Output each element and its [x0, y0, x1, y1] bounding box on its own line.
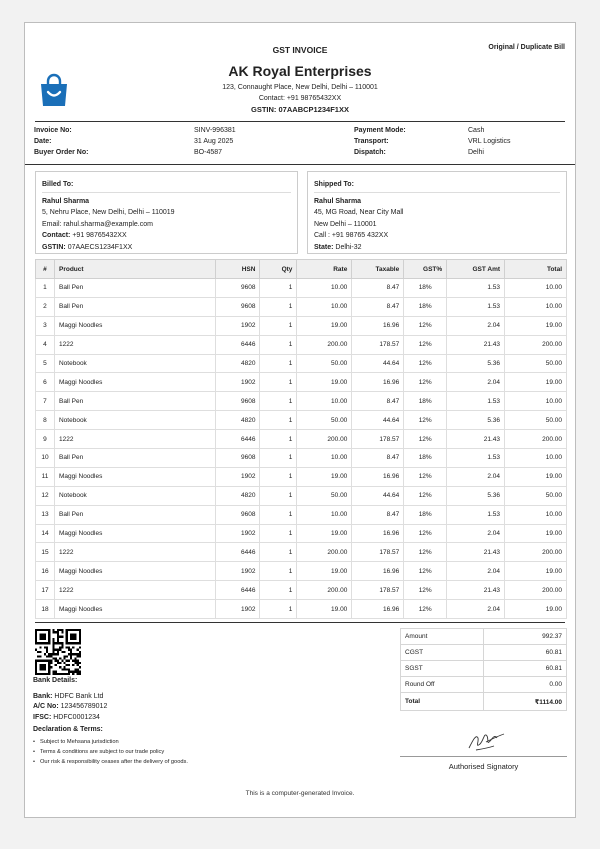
- shipped-to-line1: 45, MG Road, Near City Mall: [314, 209, 404, 216]
- table-cell: 1902: [215, 600, 260, 619]
- totals-label: Round Off: [401, 677, 484, 693]
- table-cell: 6446: [215, 335, 260, 354]
- table-cell: 2.04: [447, 600, 505, 619]
- table-cell: 10: [36, 449, 55, 468]
- table-row: [36, 467, 567, 486]
- ifsc-label: IFSC:: [33, 713, 52, 721]
- table-header-row: [36, 260, 567, 279]
- table-cell: 1: [260, 430, 297, 449]
- table-cell: 1902: [215, 316, 260, 335]
- table-cell: 19.00: [297, 600, 352, 619]
- ifsc-code: HDFC0001234: [53, 713, 100, 721]
- table-cell: 16.96: [352, 373, 404, 392]
- table-cell: 10.00: [297, 392, 352, 411]
- table-cell: 5.36: [447, 411, 505, 430]
- table-cell: 3: [36, 316, 55, 335]
- table-cell: 1: [260, 392, 297, 411]
- table-cell: 18%: [404, 505, 447, 524]
- table-cell: 4820: [215, 486, 260, 505]
- table-cell: 9608: [215, 297, 260, 316]
- table-cell: 10.00: [297, 449, 352, 468]
- table-cell: 1.53: [447, 279, 505, 298]
- table-cell: 15: [36, 543, 55, 562]
- table-cell: 5.36: [447, 486, 505, 505]
- table-cell: 10.00: [505, 449, 567, 468]
- table-cell: 12%: [404, 316, 447, 335]
- table-cell: 17: [36, 581, 55, 600]
- billed-to-box: [35, 171, 298, 254]
- transport: VRL Logistics: [468, 138, 511, 145]
- table-cell: 16.96: [352, 316, 404, 335]
- table-cell: 12%: [404, 467, 447, 486]
- table-cell: 19.00: [505, 562, 567, 581]
- table-cell: 5: [36, 354, 55, 373]
- invoice-page: [24, 22, 576, 818]
- table-cell: 50.00: [505, 411, 567, 430]
- table-cell: Ball Pen: [54, 505, 215, 524]
- table-cell: 19.00: [505, 373, 567, 392]
- table-cell: 9: [36, 430, 55, 449]
- table-cell: 50.00: [505, 354, 567, 373]
- table-cell: 21.43: [447, 543, 505, 562]
- table-cell: 12%: [404, 354, 447, 373]
- column-header: Taxable: [352, 260, 404, 279]
- table-row: [36, 581, 567, 600]
- billed-to-gstin-label: GSTIN:: [42, 243, 66, 251]
- table-cell: 19.00: [297, 562, 352, 581]
- transport-label: Transport:: [354, 138, 389, 145]
- table-cell: 16: [36, 562, 55, 581]
- table-cell: 200.00: [505, 581, 567, 600]
- billed-to-email: Email: rahul.sharma@example.com: [42, 220, 153, 228]
- table-row: [36, 373, 567, 392]
- payment-mode: Cash: [468, 127, 485, 134]
- table-cell: 12%: [404, 524, 447, 543]
- table-cell: 1: [260, 562, 297, 581]
- billed-to-name: Rahul Sharma: [42, 197, 90, 205]
- table-row: [36, 486, 567, 505]
- table-cell: 4: [36, 335, 55, 354]
- table-cell: 11: [36, 467, 55, 486]
- table-cell: 4820: [215, 354, 260, 373]
- table-cell: Maggi Noodles: [54, 600, 215, 619]
- table-cell: 9608: [215, 505, 260, 524]
- table-row: [36, 354, 567, 373]
- table-cell: 1: [260, 524, 297, 543]
- declaration-item: • Our risk & responsibility ceases after the delivery of goods.: [33, 757, 188, 767]
- table-row: [36, 411, 567, 430]
- table-cell: 1902: [215, 467, 260, 486]
- table-cell: 12%: [404, 562, 447, 581]
- table-cell: 44.64: [352, 354, 404, 373]
- shipped-to-state: Delhi-32: [335, 243, 362, 251]
- invoice-meta: [25, 127, 575, 160]
- table-cell: Ball Pen: [54, 449, 215, 468]
- table-cell: 1: [36, 279, 55, 298]
- table-cell: 12%: [404, 373, 447, 392]
- declaration-heading: Declaration & Terms:: [33, 726, 103, 733]
- table-cell: 18%: [404, 392, 447, 411]
- table-cell: 1.53: [447, 297, 505, 316]
- table-cell: Ball Pen: [54, 279, 215, 298]
- table-cell: 1: [260, 486, 297, 505]
- declaration-item: • Terms & conditions are subject to our trade policy: [33, 747, 188, 757]
- column-header: HSN: [215, 260, 260, 279]
- items-table: [35, 259, 567, 619]
- table-cell: 16.96: [352, 467, 404, 486]
- table-cell: 2.04: [447, 467, 505, 486]
- table-cell: 50.00: [297, 486, 352, 505]
- table-cell: 44.64: [352, 411, 404, 430]
- table-cell: 19.00: [505, 467, 567, 486]
- table-cell: 200.00: [297, 430, 352, 449]
- table-row: [36, 449, 567, 468]
- totals-row: [401, 677, 567, 693]
- table-cell: 14: [36, 524, 55, 543]
- table-cell: 1: [260, 316, 297, 335]
- invoice-date: 31 Aug 2025: [194, 138, 234, 145]
- table-row: [36, 392, 567, 411]
- table-cell: 21.43: [447, 581, 505, 600]
- table-cell: Maggi Noodles: [54, 373, 215, 392]
- table-cell: 50.00: [505, 486, 567, 505]
- totals-label: SGST: [401, 661, 484, 677]
- table-cell: 7: [36, 392, 55, 411]
- account-number: 123456789012: [60, 703, 108, 710]
- table-cell: 21.43: [447, 430, 505, 449]
- table-cell: 18%: [404, 449, 447, 468]
- table-cell: 8.47: [352, 392, 404, 411]
- table-cell: 12%: [404, 543, 447, 562]
- table-cell: 12%: [404, 335, 447, 354]
- table-cell: 10.00: [505, 297, 567, 316]
- divider: [35, 622, 565, 623]
- document-title: GST INVOICE: [272, 45, 328, 55]
- table-cell: 6446: [215, 543, 260, 562]
- table-cell: 10.00: [297, 279, 352, 298]
- table-cell: 1.53: [447, 505, 505, 524]
- table-cell: 19.00: [297, 316, 352, 335]
- table-cell: 10.00: [505, 392, 567, 411]
- table-cell: 2.04: [447, 524, 505, 543]
- table-cell: 1: [260, 354, 297, 373]
- table-cell: 19.00: [297, 524, 352, 543]
- table-cell: Ball Pen: [54, 392, 215, 411]
- table-cell: 19.00: [297, 467, 352, 486]
- table-body: [36, 279, 567, 619]
- billed-to-gstin: 07AAECS1234F1XX: [67, 243, 133, 251]
- invoice-no-label: Invoice No:: [34, 127, 72, 134]
- table-cell: 10.00: [297, 505, 352, 524]
- totals-row: [401, 629, 567, 645]
- table-row: [36, 335, 567, 354]
- table-cell: 8.47: [352, 297, 404, 316]
- company-address: 123, Connaught Place, New Delhi, Delhi – 110001: [222, 84, 378, 91]
- table-cell: Notebook: [54, 486, 215, 505]
- table-row: [36, 316, 567, 335]
- table-row: [36, 600, 567, 619]
- table-cell: Ball Pen: [54, 297, 215, 316]
- totals-label: Total: [401, 693, 484, 711]
- billed-to-address: 5, Nehru Place, New Delhi, Delhi – 110019: [42, 209, 175, 216]
- date-label: Date:: [34, 138, 52, 145]
- table-cell: 8: [36, 411, 55, 430]
- company-gstin: GSTIN: 07AABCP1234F1XX: [251, 105, 349, 114]
- payment-mode-label: Payment Mode:: [354, 127, 406, 134]
- shipped-to-line2: New Delhi – 110001: [314, 220, 377, 228]
- table-cell: 1902: [215, 562, 260, 581]
- table-cell: 18: [36, 600, 55, 619]
- table-row: [36, 430, 567, 449]
- table-cell: 1222: [54, 335, 215, 354]
- table-cell: 19.00: [505, 524, 567, 543]
- table-cell: 1: [260, 543, 297, 562]
- table-cell: 6: [36, 373, 55, 392]
- table-cell: 1: [260, 505, 297, 524]
- table-cell: 4820: [215, 411, 260, 430]
- copy-label: Original / Duplicate Bill: [488, 44, 565, 51]
- totals-row: [401, 693, 567, 711]
- totals-value: 60.81: [484, 645, 567, 661]
- table-cell: Maggi Noodles: [54, 467, 215, 486]
- table-cell: 1222: [54, 543, 215, 562]
- billed-to-heading: Billed To:: [42, 179, 291, 193]
- table-cell: Maggi Noodles: [54, 562, 215, 581]
- totals-table: [400, 628, 567, 711]
- table-cell: 1: [260, 279, 297, 298]
- table-cell: Maggi Noodles: [54, 316, 215, 335]
- divider: [35, 121, 565, 122]
- table-cell: Notebook: [54, 411, 215, 430]
- table-cell: 178.57: [352, 430, 404, 449]
- signature-image: [466, 726, 506, 754]
- totals-value: ₹1114.00: [484, 693, 567, 711]
- table-cell: 1: [260, 373, 297, 392]
- bank-details: [33, 676, 107, 723]
- table-cell: 44.64: [352, 486, 404, 505]
- table-cell: 19.00: [505, 600, 567, 619]
- table-cell: 5.36: [447, 354, 505, 373]
- column-header: #: [36, 260, 55, 279]
- invoice-no: SINV-996381: [194, 127, 236, 134]
- table-cell: 12%: [404, 411, 447, 430]
- company-name: AK Royal Enterprises: [228, 63, 372, 79]
- table-cell: 200.00: [505, 430, 567, 449]
- table-cell: 6446: [215, 430, 260, 449]
- table-cell: 12%: [404, 581, 447, 600]
- table-cell: 12%: [404, 430, 447, 449]
- billed-to-contact-label: Contact:: [42, 232, 71, 239]
- table-cell: Maggi Noodles: [54, 524, 215, 543]
- table-cell: 12%: [404, 600, 447, 619]
- company-contact: Contact: +91 98765432XX: [258, 95, 342, 102]
- table-cell: 1: [260, 335, 297, 354]
- table-cell: 8.47: [352, 449, 404, 468]
- table-cell: 18%: [404, 297, 447, 316]
- table-cell: 178.57: [352, 543, 404, 562]
- table-cell: 9608: [215, 279, 260, 298]
- totals-value: 992.37: [484, 629, 567, 645]
- table-cell: 21.43: [447, 335, 505, 354]
- table-row: [36, 543, 567, 562]
- table-cell: 1222: [54, 581, 215, 600]
- table-cell: Notebook: [54, 354, 215, 373]
- table-cell: 18%: [404, 279, 447, 298]
- shipped-to-heading: Shipped To:: [314, 179, 560, 193]
- table-cell: 1222: [54, 430, 215, 449]
- divider: [25, 164, 575, 165]
- totals-value: 0.00: [484, 677, 567, 693]
- dispatch: Delhi: [468, 149, 484, 156]
- billed-to-contact: +91 98765432XX: [72, 232, 127, 239]
- qr-code: [35, 629, 81, 675]
- table-cell: 200.00: [297, 581, 352, 600]
- table-cell: 10.00: [505, 505, 567, 524]
- table-cell: 178.57: [352, 581, 404, 600]
- table-cell: 9608: [215, 392, 260, 411]
- declaration-item: • Subject to Mehsana jurisdiction: [33, 737, 188, 747]
- totals-label: Amount: [401, 629, 484, 645]
- table-cell: 16.96: [352, 600, 404, 619]
- totals-row: [401, 645, 567, 661]
- table-cell: 10.00: [297, 297, 352, 316]
- shipped-to-call: Call : +91 98765 432XX: [314, 232, 389, 239]
- invoice-header: [25, 23, 575, 123]
- table-cell: 1: [260, 297, 297, 316]
- table-cell: 2.04: [447, 562, 505, 581]
- table-cell: 50.00: [297, 411, 352, 430]
- table-row: [36, 562, 567, 581]
- column-header: Product: [54, 260, 215, 279]
- table-cell: 19.00: [505, 316, 567, 335]
- table-cell: 1: [260, 467, 297, 486]
- table-cell: 1902: [215, 524, 260, 543]
- table-cell: 1902: [215, 373, 260, 392]
- column-header: Rate: [297, 260, 352, 279]
- table-cell: 200.00: [505, 543, 567, 562]
- table-cell: 2: [36, 297, 55, 316]
- table-cell: 200.00: [297, 543, 352, 562]
- table-row: [36, 505, 567, 524]
- shipped-to-box: [307, 171, 567, 254]
- shipped-to-state-label: State:: [314, 243, 334, 251]
- table-cell: 12%: [404, 486, 447, 505]
- table-cell: 19.00: [297, 373, 352, 392]
- table-cell: 1.53: [447, 449, 505, 468]
- bank-details-heading: Bank Details:: [33, 677, 78, 684]
- authorised-signatory: Authorised Signatory: [448, 762, 519, 771]
- table-cell: 1: [260, 581, 297, 600]
- column-header: Total: [505, 260, 567, 279]
- table-cell: 1: [260, 411, 297, 430]
- company-address-block: [25, 82, 575, 104]
- table-cell: 6446: [215, 581, 260, 600]
- table-cell: 16.96: [352, 524, 404, 543]
- shipped-to-name: Rahul Sharma: [314, 197, 362, 205]
- bank-name: HDFC Bank Ltd: [54, 692, 104, 700]
- declaration: [33, 726, 188, 767]
- table-cell: 2.04: [447, 373, 505, 392]
- table-row: [36, 279, 567, 298]
- buyer-order-label: Buyer Order No:: [34, 149, 89, 156]
- signature-area: [400, 723, 567, 757]
- totals-value: 60.81: [484, 661, 567, 677]
- table-cell: 1: [260, 600, 297, 619]
- table-cell: 178.57: [352, 335, 404, 354]
- table-row: [36, 297, 567, 316]
- table-cell: 1.53: [447, 392, 505, 411]
- table-cell: 8.47: [352, 505, 404, 524]
- acno-label: A/C No:: [33, 703, 59, 710]
- table-cell: 9608: [215, 449, 260, 468]
- table-cell: 8.47: [352, 279, 404, 298]
- column-header: GST Amt: [447, 260, 505, 279]
- table-cell: 10.00: [505, 279, 567, 298]
- totals-label: CGST: [401, 645, 484, 661]
- table-cell: 50.00: [297, 354, 352, 373]
- footer-note: This is a computer-generated Invoice.: [245, 790, 355, 797]
- table-cell: 16.96: [352, 562, 404, 581]
- table-cell: 1: [260, 449, 297, 468]
- column-header: Qty: [260, 260, 297, 279]
- column-header: GST%: [404, 260, 447, 279]
- dispatch-label: Dispatch:: [354, 149, 386, 156]
- table-cell: 13: [36, 505, 55, 524]
- table-cell: 12: [36, 486, 55, 505]
- table-cell: 200.00: [297, 335, 352, 354]
- table-cell: 200.00: [505, 335, 567, 354]
- totals-row: [401, 661, 567, 677]
- buyer-order-no: BO-4587: [194, 149, 223, 156]
- bank-label: Bank:: [33, 692, 53, 700]
- table-row: [36, 524, 567, 543]
- table-cell: 2.04: [447, 316, 505, 335]
